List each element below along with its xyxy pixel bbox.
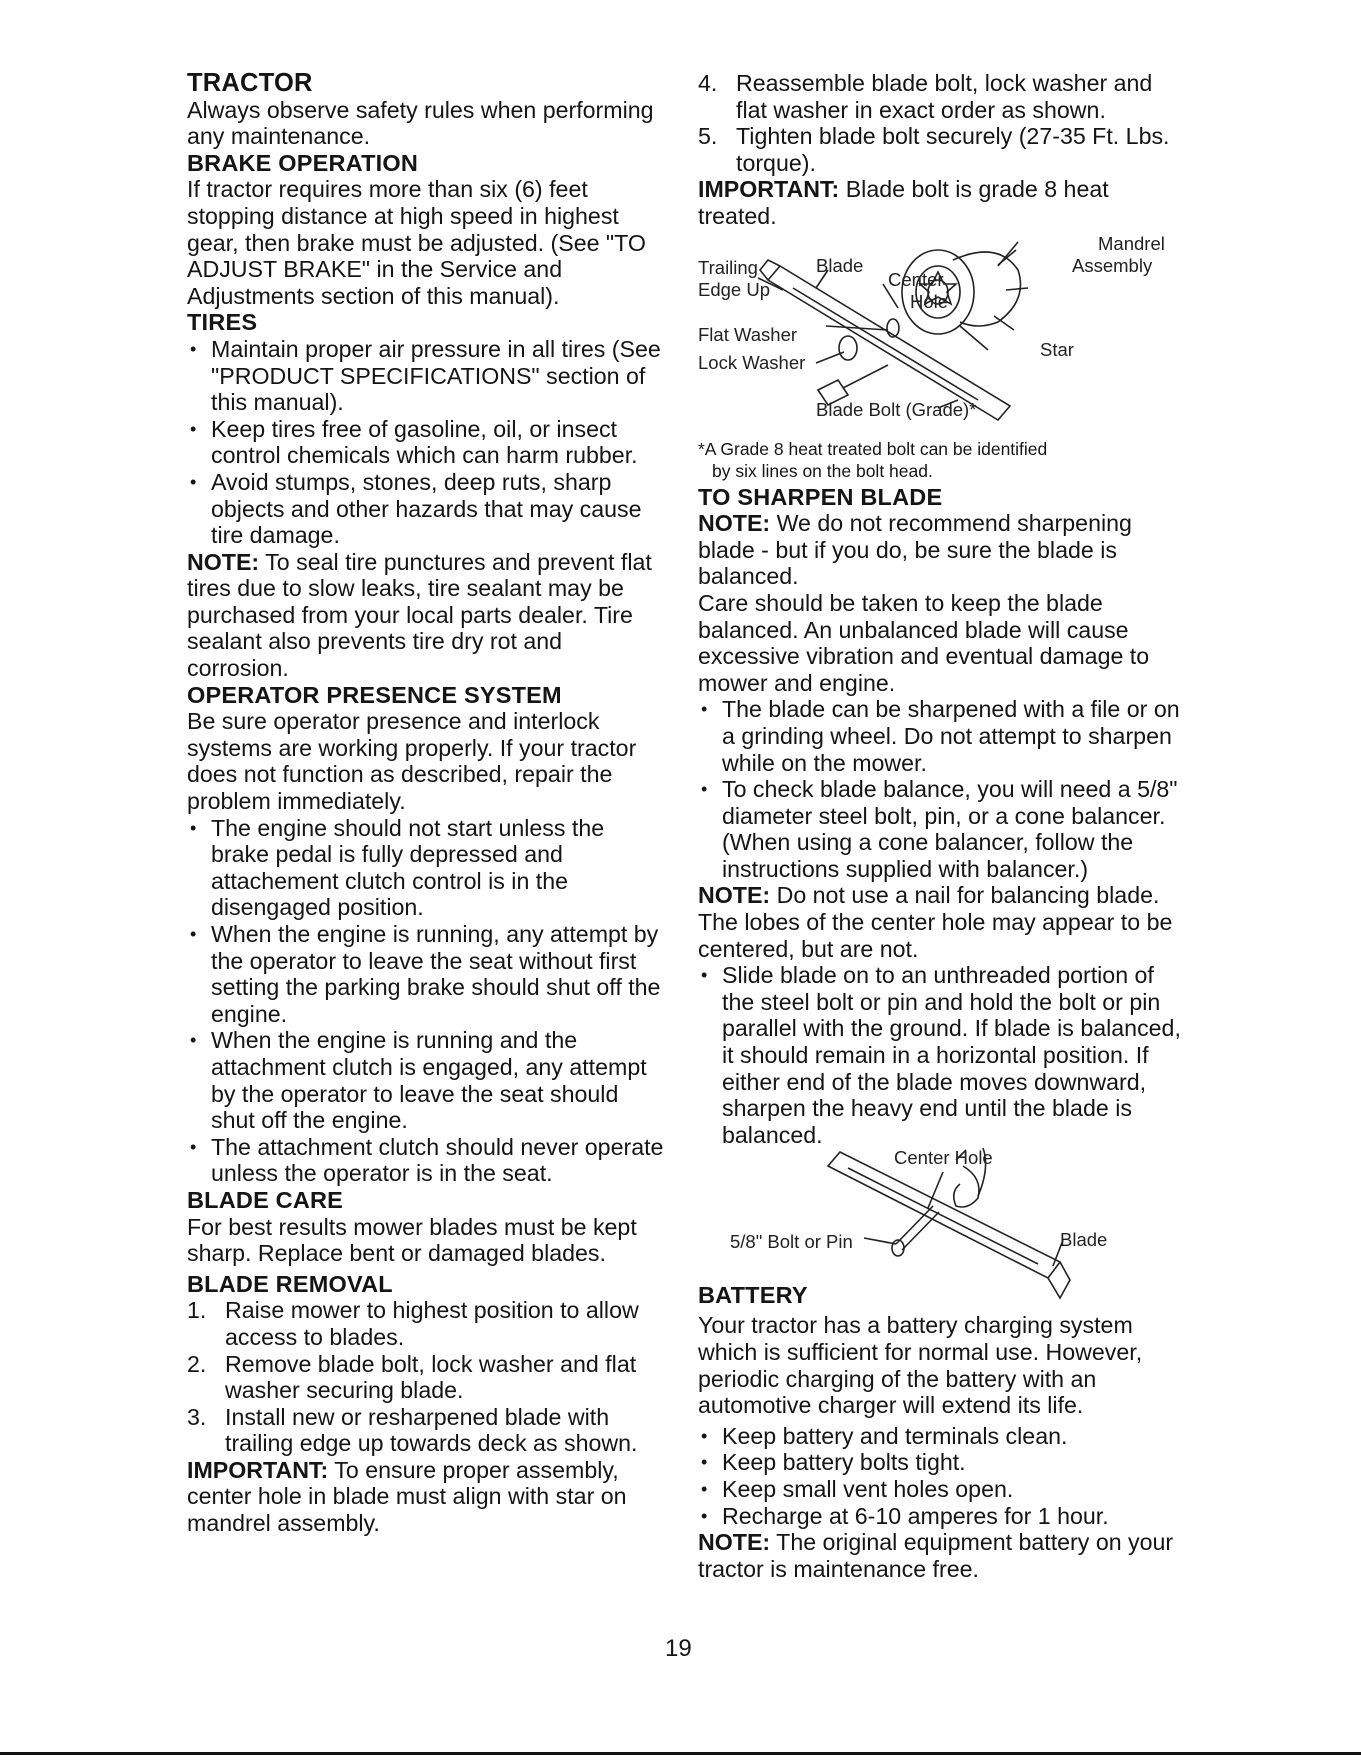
section-title-blade-removal: BLADE REMOVAL xyxy=(187,1270,393,1297)
tractor-text: Always observe safety rules when performing any maintenance. xyxy=(187,96,654,150)
note-text: The original equipment battery on your tractor is maintenance free. xyxy=(698,1529,1174,1582)
list-item: • Keep tires free of gasoline, oil, or insect control chemicals which can harm rubber. xyxy=(187,416,665,469)
step-text: Raise mower to highest position to allow access to blades. xyxy=(225,1297,639,1350)
section-title-tractor: TRACTOR xyxy=(187,69,313,97)
figure-caption xyxy=(698,438,1188,482)
lock-washer-label: Lock Washer xyxy=(698,351,806,373)
list-item: • Slide blade on to an unthreaded portion of the steel bolt or pin and hold the bolt or pin parallel with the ground. If blade is balanced, it should remain in a horizontal position. If either end of the blade moves downward, sharpen the heavy end until the blade is balanced. xyxy=(698,962,1188,1148)
tires-list xyxy=(187,336,665,549)
blade-assembly-figure xyxy=(698,230,1188,438)
removal-steps xyxy=(187,1297,665,1457)
list-item: • Maintain proper air pressure in all tires (See "PRODUCT SPECIFICATIONS" section of this manual). xyxy=(187,336,665,416)
important-note xyxy=(187,1457,665,1537)
step-item xyxy=(187,1351,665,1404)
trailing-label: Trailing xyxy=(698,256,758,278)
step-text: Tighten blade bolt securely (27-35 Ft. Lbs. torque). xyxy=(736,123,1170,176)
brake-text: If tractor requires more than six (6) feet stopping distance at high speed in highest gear, then brake must be adjusted. (See "TO ADJUST BRAKE" in the Service and Adjustments section of this manual). xyxy=(187,176,646,309)
important-label: IMPORTANT: xyxy=(187,1456,329,1483)
star-label: Star xyxy=(1040,338,1074,360)
balance-list xyxy=(698,962,1188,1148)
step-text: Remove blade bolt, lock washer and flat washer securing blade. xyxy=(225,1350,637,1404)
list-item: • When the engine is running, any attempt by the operator to leave the seat without first setting the parking brake should shut off the engine. xyxy=(187,921,665,1027)
edge-up-label: Edge Up xyxy=(698,278,770,300)
balance-note xyxy=(698,882,1188,962)
sharpen-list xyxy=(698,696,1188,882)
step-number: 5. xyxy=(698,123,718,150)
bolt-pin-label: 5/8" Bolt or Pin xyxy=(730,1231,853,1253)
ops-text: Be sure operator presence and interlock systems are working properly. If your tractor does not function as described, repair the problem immediately. xyxy=(187,708,637,815)
section-title-brake: BRAKE OPERATION xyxy=(187,149,419,176)
list-item: • The attachment clutch should never operate unless the operator is in the seat. xyxy=(187,1134,665,1187)
battery-note xyxy=(698,1529,1188,1582)
section-title-tires: TIRES xyxy=(187,309,258,336)
section-title-blade-care: BLADE CARE xyxy=(187,1186,344,1213)
step-item xyxy=(698,123,1188,176)
important-text: To ensure proper assembly, center hole in blade must align with star on mandrel assembly. xyxy=(187,1456,627,1537)
blade-bolt-label: Blade Bolt (Grade)* xyxy=(816,398,977,420)
step-number: 2. xyxy=(187,1350,207,1377)
sharpen-text: Care should be taken to keep the blade balanced. An unbalanced blade will cause excessive vibration and eventual damage to mower and engine. xyxy=(698,589,1150,696)
step-text: Install new or resharpened blade with trailing edge up towards deck as shown. xyxy=(225,1403,638,1457)
note-label: NOTE: xyxy=(187,548,260,575)
blade-label: Blade xyxy=(816,254,864,276)
page-number: 19 xyxy=(665,1635,692,1662)
blade-label: Blade xyxy=(1060,1229,1108,1251)
step-text: Reassemble blade bolt, lock washer and flat washer in exact order as shown. xyxy=(736,70,1153,123)
step-number: 3. xyxy=(187,1403,207,1430)
step-item xyxy=(187,1404,665,1457)
list-item: • To check blade balance, you will need a 5/8" diameter steel bolt, pin, or a cone balancer. (When using a cone balancer, follow the instructions supplied with balancer.) xyxy=(698,776,1188,882)
tires-note xyxy=(187,549,665,682)
caption-line-2: by six lines on the bolt head. xyxy=(712,460,933,481)
step-item xyxy=(698,70,1188,123)
assembly-steps xyxy=(698,70,1188,176)
section-title-operator-presence: OPERATOR PRESENCE SYSTEM xyxy=(187,681,562,708)
list-item: • The blade can be sharpened with a file or on a grinding wheel. Do not attempt to sharpen while on the mower. xyxy=(698,696,1188,776)
note-label: NOTE: xyxy=(698,1529,771,1556)
section-title-battery: BATTERY xyxy=(698,1282,808,1309)
important-label: IMPORTANT: xyxy=(698,176,840,203)
list-item: • Recharge at 6-10 amperes for 1 hour. xyxy=(698,1503,1188,1530)
blade-balance-figure xyxy=(698,1148,1188,1312)
hole-label: Hole xyxy=(910,290,949,312)
list-item: • Keep battery and terminals clean. xyxy=(698,1423,1188,1450)
center-label: Center xyxy=(888,268,944,290)
note-label: NOTE: xyxy=(698,882,771,909)
battery-text: Your tractor has a battery charging system which is sufficient for normal use. However, periodic charging of the battery with an automotive charger will extend its life. xyxy=(698,1312,1143,1419)
mandrel-label: Mandrel xyxy=(1098,232,1165,254)
step-number: 1. xyxy=(187,1297,207,1324)
step-item xyxy=(187,1297,665,1350)
list-item: • Keep small vent holes open. xyxy=(698,1476,1188,1503)
note-text: Do not use a nail for balancing blade. The lobes of the center hole may appear to be centered, but are not. xyxy=(698,882,1173,962)
left-column xyxy=(187,70,665,1537)
note-text: To seal tire punctures and prevent flat tires due to slow leaks, tire sealant may be purchased from your local parts dealer. Tire sealant also prevents tire dry rot and corrosion. xyxy=(187,548,652,682)
list-item: • The engine should not start unless the brake pedal is fully depressed and attachement clutch control is in the disengaged position. xyxy=(187,815,665,921)
note-text: We do not recommend sharpening blade - but if you do, be sure the blade is balanced. xyxy=(698,510,1132,590)
blade-care-text: For best results mower blades must be kept sharp. Replace bent or damaged blades. xyxy=(187,1213,637,1267)
battery-list xyxy=(698,1423,1188,1529)
caption-line-1: *A Grade 8 heat treated bolt can be identified xyxy=(698,438,1048,459)
flat-washer-label: Flat Washer xyxy=(698,323,798,345)
footer-divider xyxy=(0,1752,1361,1755)
note-label: NOTE: xyxy=(698,510,771,537)
section-title-sharpen: TO SHARPEN BLADE xyxy=(698,483,943,510)
list-item: • When the engine is running and the attachment clutch is engaged, any attempt by the operator to leave the seat should shut off the engine. xyxy=(187,1027,665,1133)
list-item: • Avoid stumps, stones, deep ruts, sharp objects and other hazards that may cause tire damage. xyxy=(187,469,665,549)
ops-list xyxy=(187,815,665,1187)
important-note xyxy=(698,176,1188,229)
right-column xyxy=(698,70,1188,1582)
list-item: • Keep battery bolts tight. xyxy=(698,1449,1188,1476)
sharpen-note xyxy=(698,510,1188,590)
step-number: 4. xyxy=(698,70,718,96)
center-hole-label: Center Hole xyxy=(894,1147,993,1169)
important-text: Blade bolt is grade 8 heat treated. xyxy=(698,176,1109,229)
assembly-label: Assembly xyxy=(1072,254,1153,276)
